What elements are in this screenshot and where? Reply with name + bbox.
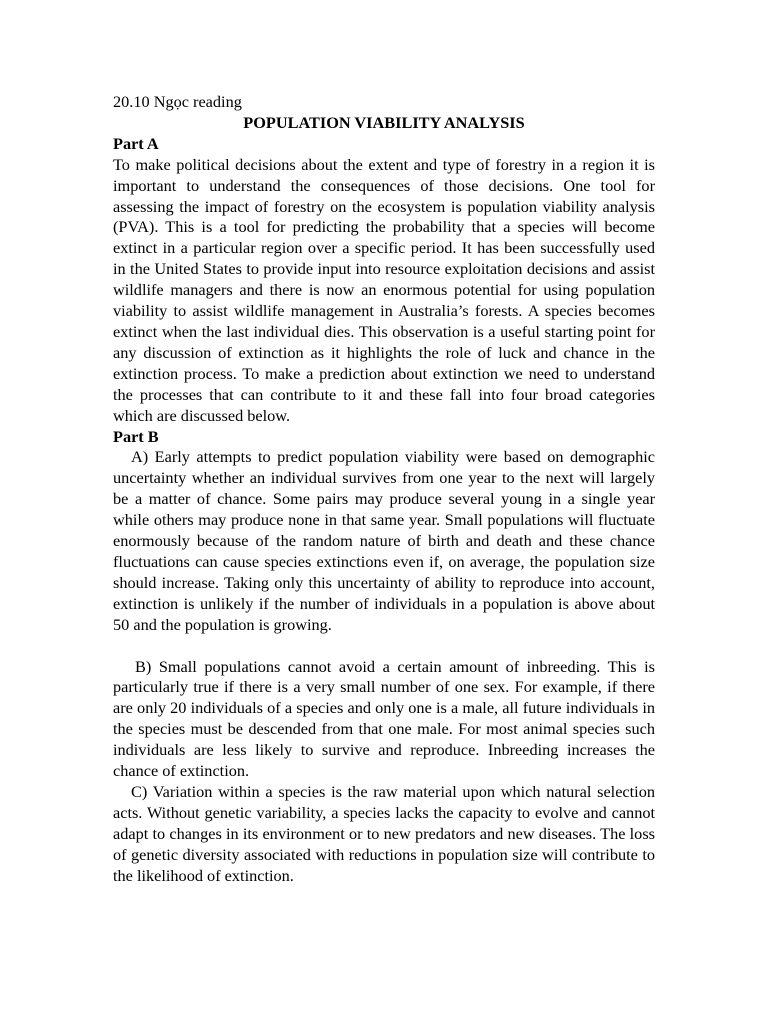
document-header: 20.10 Ngọc reading <box>113 92 242 111</box>
part-b-item-c: C) Variation within a species is the raw material upon which natural selection acts. Without genetic variability, a species lacks the capacity to evolve and cannot adapt to changes in its environment or to new predators and new diseases. The loss of genetic diversity associated with reductions in population size will contribute to the likelihood of extinction. <box>113 782 655 885</box>
document-title: POPULATION VIABILITY ANALYSIS <box>243 112 525 132</box>
part-b-item-a: A) Early attempts to predict population viability were based on demographic uncertainty whether an individual survives from one year to the next will largely be a matter of chance. Some pairs may produce several young in a single year while others may produce none in that same year. Small populations will fluctuate enormously because of the random nature of birth and death and these chance fluctuations can cause species extinctions even if, on average, the population size should increase. Taking only this uncertainty of ability to reproduce into account, extinction is unlikely if the number of individuals in a population is above about 50 and the population is growing. <box>113 447 655 634</box>
document-page <box>113 92 655 887</box>
paragraph-spacer <box>113 636 655 657</box>
part-b-item-b: B) Small populations cannot avoid a certain amount of inbreeding. This is particularly true if there is a very small number of one sex. For example, if there are only 20 individuals of a species and only one is a male, all future individuals in the species must be descended from that one male. For most animal species such individuals are less likely to survive and reproduce. Inbreeding increases the chance of extinction. <box>113 656 655 781</box>
part-a-paragraph: To make political decisions about the extent and type of forestry in a region it is important to understand the consequences of those decisions. One tool for assessing the impact of forestry on the ecosystem is population viability analysis (PVA). This is a tool for predicting the probability that a species will become extinct in a particular region over a specific period. It has been successfully used in the United States to provide input into resource exploitation decisions and assist wildlife managers and there is now an enormous potential for using population viability to assist wildlife management in Australia’s forests. A species becomes extinct when the last individual dies. This observation is a useful starting point for any discussion of extinction as it highlights the role of luck and chance in the extinction process. To make a prediction about extinction we need to understand the processes that can contribute to it and these fall into four broad categories which are discussed below. <box>113 154 655 425</box>
part-b-heading: Part B <box>113 426 159 446</box>
part-a-heading: Part A <box>113 133 159 153</box>
